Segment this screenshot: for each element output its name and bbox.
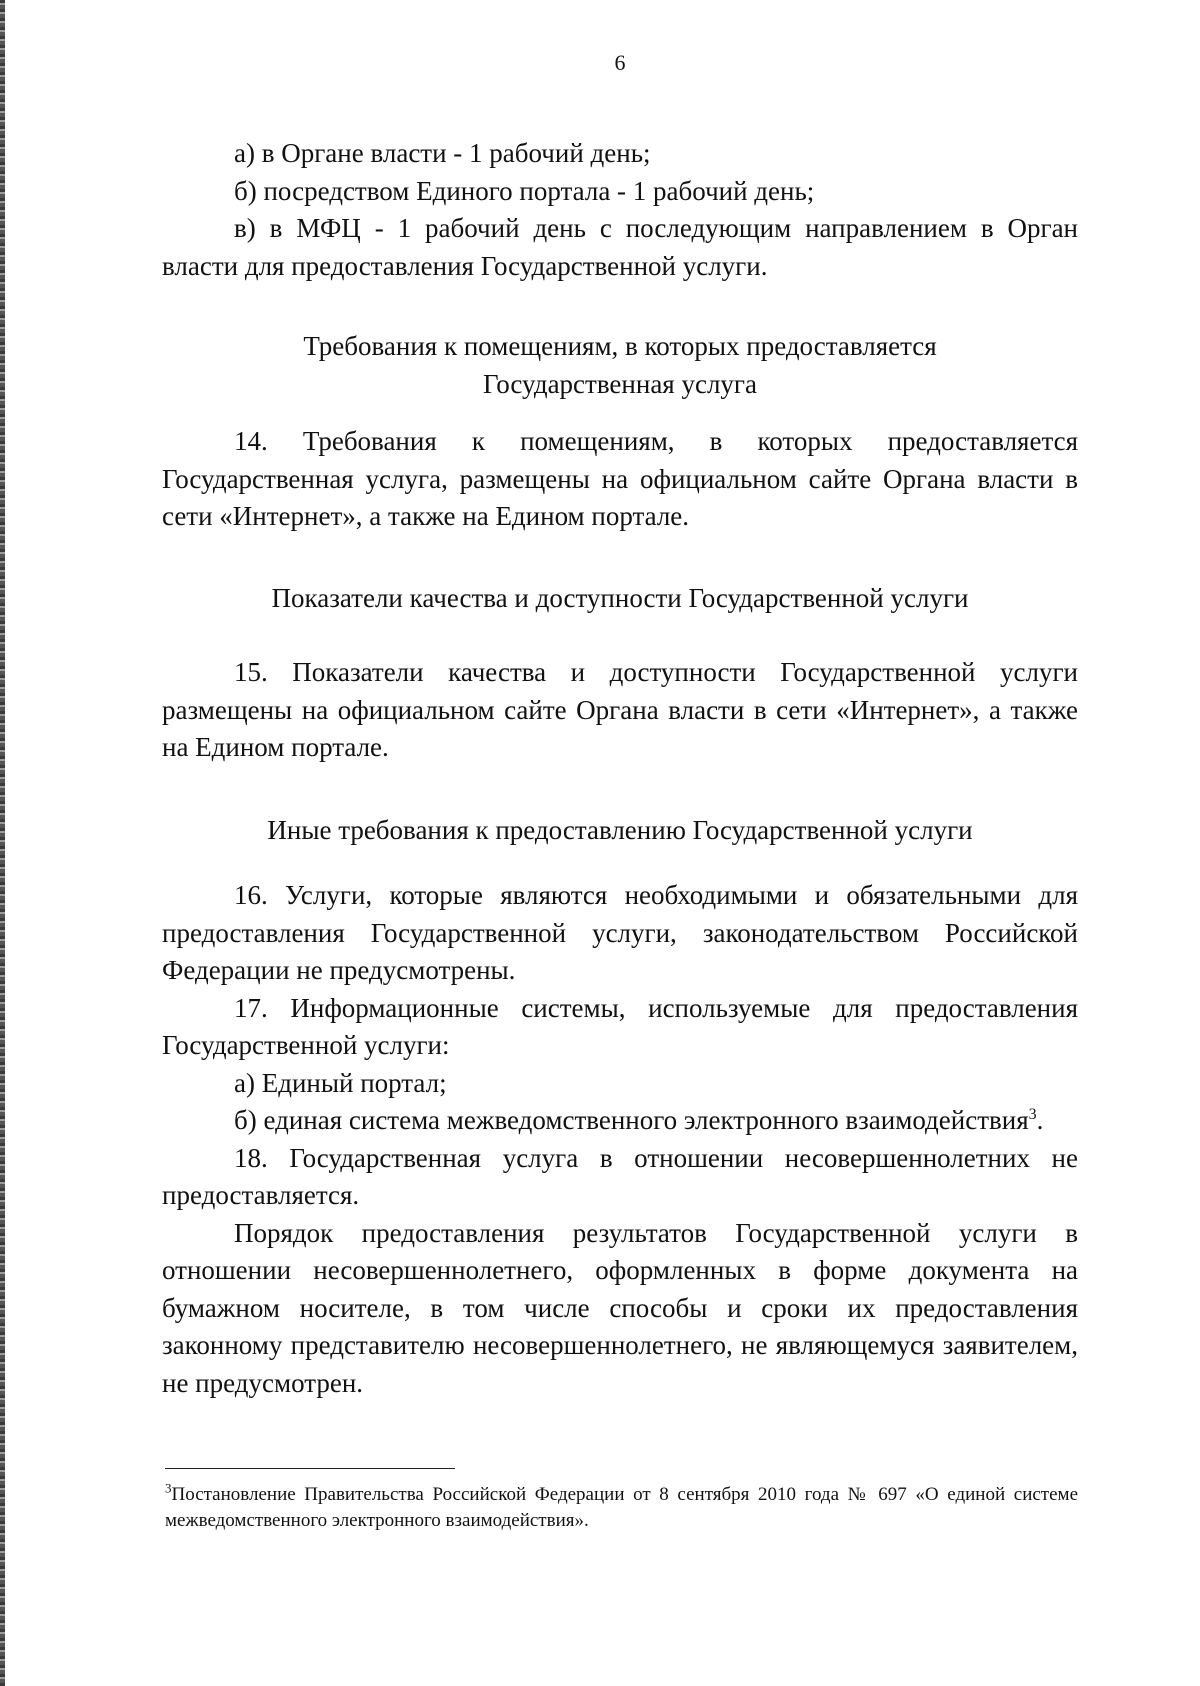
intro-item-b: б) посредством Единого портала - 1 рабочий день;	[234, 175, 815, 206]
paragraph-18-order: Порядок предоставления результатов Государственной услуги в отношении несовершеннолетнего, оформленных в форме документа на бумажном носителе, в том числе способы и сроки их предоставления законному представителю несовершеннолетнего, не являющемуся заявителем, не предусмотрен.	[162, 1217, 1078, 1398]
section-quality-heading	[162, 580, 1078, 618]
footnote-mark: 3	[165, 1480, 172, 1496]
paragraph-15: 15. Показатели качества и доступности Государственной услуги размещены на официальном сайте Органа власти в сети «Интернет», а также на Едином портале.	[162, 657, 1078, 762]
footnote-separator	[165, 1468, 455, 1469]
paragraph-17-b-end: .	[1036, 1105, 1044, 1135]
section-premises-body	[162, 423, 1078, 536]
intro-item-a: а) в Органе власти - 1 рабочий день;	[234, 138, 651, 168]
quality-heading: Показатели качества и доступности Государственной услуги	[271, 583, 969, 613]
footnote	[165, 1482, 1078, 1534]
page-number: 6	[614, 50, 626, 75]
section-other-body	[162, 877, 1078, 1402]
paragraph-17: 17. Информационные системы, используемые для предоставления Государственной услуги:	[162, 992, 1078, 1060]
paragraph-17-a: а) Единый портал;	[234, 1067, 447, 1098]
premises-heading-line2: Государственная услуга	[483, 368, 757, 399]
footnote-ref-3[interactable]: 3	[1028, 1106, 1037, 1123]
paragraph-17-b-text: б) единая система межведомственного электронного взаимодействия	[234, 1105, 1029, 1135]
section-quality-body	[162, 654, 1078, 767]
section-premises-heading	[162, 328, 1078, 403]
footnote-text: Постановление Правительства Российской Федерации от 8 сентября 2010 года № 697 «О единой системе межведомственного электронного взаимодействия».	[165, 1484, 1078, 1531]
intro-list	[162, 135, 1078, 285]
paragraph-14: 14. Требования к помещениям, в которых предоставляется Государственная услуга, размещены на официальном сайте Органа власти в сети «Интернет», а также на Едином портале.	[162, 426, 1078, 531]
scan-edge	[0, 0, 5, 1686]
paragraph-16: 16. Услуги, которые являются необходимыми и обязательными для предоставления Государственной услуги, законодательством Российской Федерации не предусмотрены.	[162, 880, 1078, 985]
premises-heading-line1: Требования к помещениям, в которых предоставляется	[303, 331, 937, 361]
paragraph-17-b	[162, 1102, 1078, 1140]
intro-item-c: в) в МФЦ - 1 рабочий день с последующим направлением в Орган власти для предоставления Государственной услуги.	[162, 213, 1078, 281]
paragraph-18: 18. Государственная услуга в отношении несовершеннолетних не предоставляется.	[162, 1142, 1078, 1210]
section-other-heading	[162, 812, 1078, 850]
other-heading: Иные требования к предоставлению Государственной услуги	[267, 815, 973, 845]
